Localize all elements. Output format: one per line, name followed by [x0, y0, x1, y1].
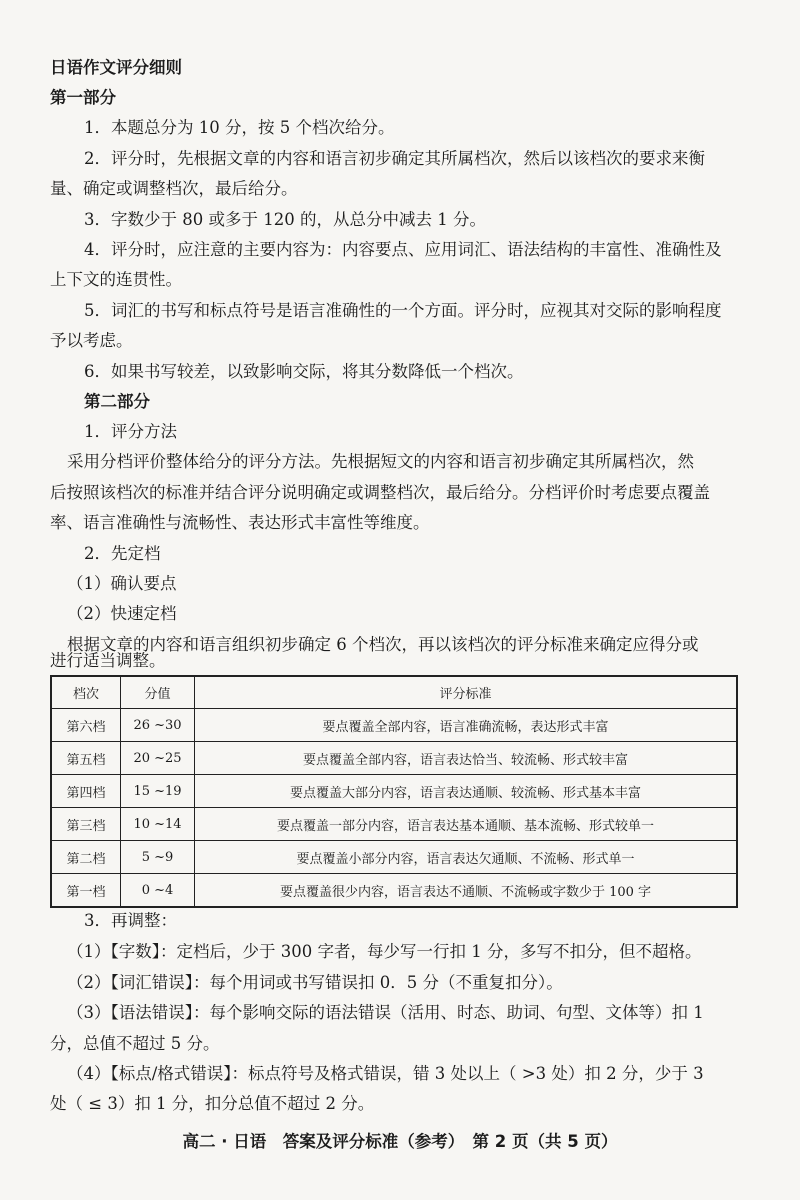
part1-item-continuation: 上下文的连贯性。	[50, 270, 182, 289]
score-range-cell: 5 ~9	[121, 841, 195, 874]
part2-heading: 第二部分	[84, 392, 150, 411]
table-row	[51, 808, 737, 841]
step3-item: （3）【语法错误】：每个影响交际的语法错误（活用、时态、助词、句型、文体等）扣 1	[67, 1003, 704, 1022]
score-range-cell: 20 ~25	[121, 742, 195, 775]
criteria-cell: 要点覆盖一部分内容，语言表达基本通顺、基本流畅、形式较单一	[195, 808, 738, 841]
part1-item: 4．评分时，应注意的主要内容为：内容要点、应用词汇、语法结构的丰富性、准确性及	[84, 240, 722, 259]
part1-item-continuation: 量、确定或调整档次，最后给分。	[50, 179, 298, 198]
step2-sub-item: （1）确认要点	[67, 574, 177, 593]
table-row	[51, 709, 737, 742]
part1-item: 5．词汇的书写和标点符号是语言准确性的一个方面。评分时，应视其对交际的影响程度	[84, 301, 722, 320]
table-header-cell: 分值	[121, 676, 195, 709]
step3-item: （4）【标点/格式错误】：标点符号及格式错误，错 3 处以上（ >3 处）扣 2 分，少于 3	[67, 1064, 704, 1083]
step2-sub-item: （2）快速定档	[67, 604, 177, 623]
criteria-cell: 要点覆盖全部内容，语言表达恰当、较流畅、形式较丰富	[195, 742, 738, 775]
criteria-cell: 要点覆盖小部分内容，语言表达欠通顺、不流畅、形式单一	[195, 841, 738, 874]
part1-item: 2．评分时，先根据文章的内容和语言初步确定其所属档次，然后以该档次的要求来衡	[84, 149, 705, 168]
table-header-cell: 评分标准	[195, 676, 738, 709]
table-header-cell: 档次	[51, 676, 121, 709]
step2-text: 根据文章的内容和语言组织初步确定 6 个档次，再以该档次的评分标准来确定应得分或	[67, 635, 699, 654]
criteria-cell: 要点覆盖全部内容，语言准确流畅，表达形式丰富	[195, 709, 738, 742]
step3-item: （2）【词汇错误】：每个用词或书写错误扣 0．5 分（不重复扣分）。	[67, 973, 563, 992]
method-text: 采用分档评价整体给分的评分方法。先根据短文的内容和语言初步确定其所属档次，然	[67, 452, 694, 471]
score-range-cell: 0 ~4	[121, 874, 195, 908]
table-row	[51, 874, 737, 908]
table-row	[51, 775, 737, 808]
grade-cell: 第二档	[51, 841, 121, 874]
criteria-cell: 要点覆盖大部分内容，语言表达通顺、较流畅、形式基本丰富	[195, 775, 738, 808]
step3-item: （1）【字数】：定档后，少于 300 字者，每少写一行扣 1 分，多写不扣分，但不超格。	[67, 942, 702, 961]
step3-item-continuation: 分，总值不超过 5 分。	[50, 1034, 220, 1053]
part1-item: 1．本题总分为 10 分，按 5 个档次给分。	[84, 118, 395, 137]
document-title: 日语作文评分细则	[50, 58, 182, 77]
method-text: 后按照该档次的标准并结合评分说明确定或调整档次，最后给分。分档评价时考虑要点覆盖	[50, 483, 710, 502]
table-row	[51, 742, 737, 775]
score-range-cell: 10 ~14	[121, 808, 195, 841]
table-row	[51, 841, 737, 874]
method-heading: 1．评分方法	[84, 422, 177, 441]
part1-item-continuation: 予以考虑。	[50, 331, 133, 350]
score-range-cell: 26 ~30	[121, 709, 195, 742]
part1-item: 3．字数少于 80 或多于 120 的，从总分中减去 1 分。	[84, 210, 486, 229]
score-table	[50, 675, 738, 908]
grade-cell: 第四档	[51, 775, 121, 808]
part1-heading: 第一部分	[50, 88, 116, 107]
grade-cell: 第三档	[51, 808, 121, 841]
step2-heading: 2．先定档	[84, 544, 161, 563]
page-footer: 高二 · 日语 答案及评分标准（参考） 第 2 页（共 5 页）	[182, 1132, 618, 1151]
criteria-cell: 要点覆盖很少内容，语言表达不通顺、不流畅或字数少于 100 字	[195, 874, 738, 908]
part1-item: 6．如果书写较差，以致影响交际，将其分数降低一个档次。	[84, 362, 524, 381]
step3-item-continuation: 处（ ≤ 3）扣 1 分，扣分总值不超过 2 分。	[50, 1094, 375, 1113]
step3-heading: 3．再调整：	[84, 911, 177, 930]
grade-cell: 第六档	[51, 709, 121, 742]
score-range-cell: 15 ~19	[121, 775, 195, 808]
grade-cell: 第五档	[51, 742, 121, 775]
table-header-row	[51, 676, 737, 709]
method-text: 率、语言准确性与流畅性、表达形式丰富性等维度。	[50, 513, 430, 532]
grade-cell: 第一档	[51, 874, 121, 908]
step2-text: 进行适当调整。	[50, 651, 166, 670]
